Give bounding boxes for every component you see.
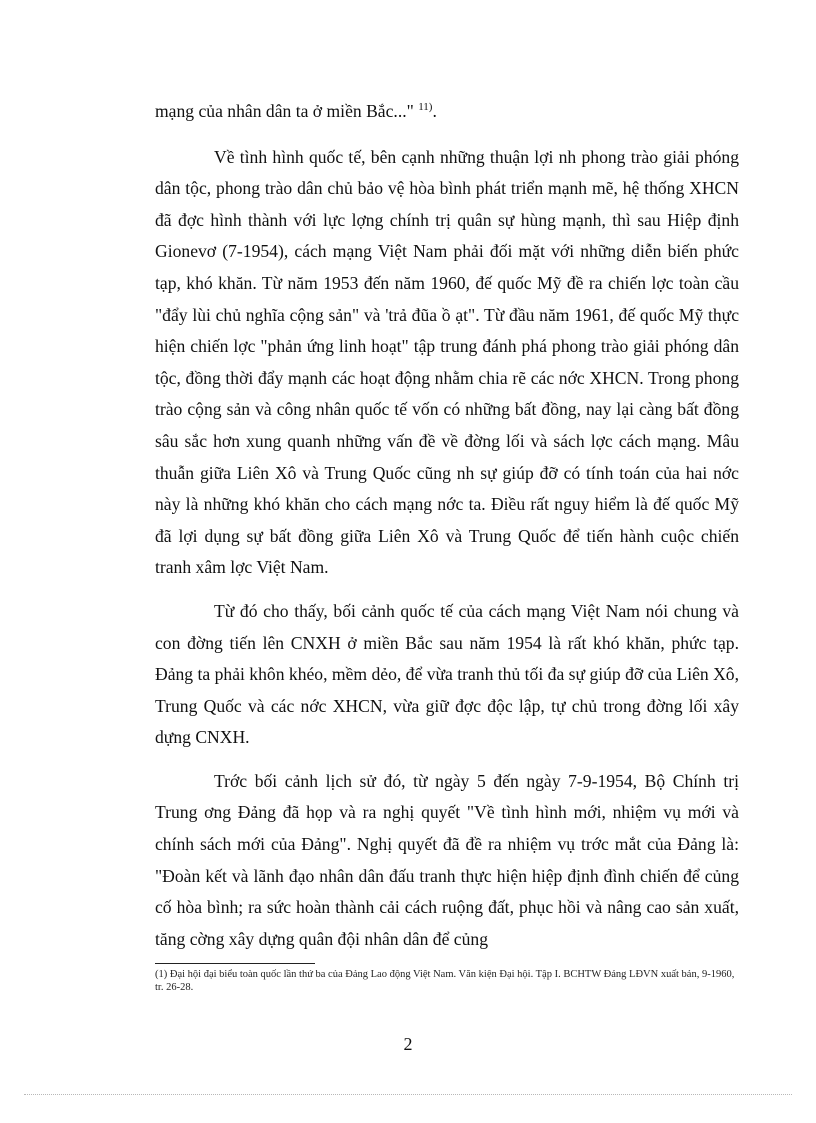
paragraph-4: Trớc bối cảnh lịch sử đó, từ ngày 5 đến ngày 7-9-1954, Bộ Chính trị Trung ơng Đảng đã họp và ra nghị quyết "Về tình hình mới, nhiệm vụ mới và chính sách mới của Đảng". Nghị quyết đã đề ra nhiệm vụ trớc mắt của Đảng là: "Đoàn kết và lãnh đạo nhân dân đấu tranh thực hiện hiệp định đình chiến để củng cố hòa bình; ra sức hoàn thành cải cách ruộng đất, phục hồi và nâng cao sản xuất, tăng cờng xây dựng quân đội nhân dân để củng bbox=[155, 770, 739, 949]
paragraph-1-end: . bbox=[432, 101, 437, 121]
footnote-reference: 11) bbox=[418, 101, 433, 114]
footnote-divider bbox=[155, 963, 315, 964]
paragraph-3: Từ đó cho thấy, bối cảnh quốc tế của cách mạng Việt Nam nói chung và con đờng tiến lên CNXH ở miền Bắc sau năm 1954 là rất khó khăn, phức tạp. Đảng ta phải khôn khéo, mềm dẻo, để vừa tranh thủ tối đa sự giúp đỡ của Liên Xô, Trung Quốc và các nớc XHCN, vừa giữ đợc độc lập, tự chủ trong đờng lối xây dựng CNXH. bbox=[155, 600, 739, 748]
page-bottom-border bbox=[24, 1094, 792, 1095]
paragraph-1-text: mạng của nhân dân ta ở miền Bắc..." bbox=[155, 101, 419, 121]
footnote: (1) Đại hội đại biểu toàn quốc lần thứ ba của Đảng Lao động Việt Nam. Văn kiện Đại hội. Tập I. BCHTW Đảng LĐVN xuất bản, 9-1960, tr. 26-28. bbox=[155, 969, 735, 993]
paragraph-2: Về tình hình quốc tế, bên cạnh những thuận lợi nh phong trào giải phóng dân tộc, phong trào dân chủ bảo vệ hòa bình phát triển mạnh mẽ, hệ thống XHCN đã đợc hình thành với lực lợng chính trị quân sự hùng mạnh, thì sau Hiệp định Gionevơ (7-1954), cách mạng Việt Nam phải đối mặt với những diễn biến phức tạp, khó khăn. Từ năm 1953 đến năm 1960, đế quốc Mỹ đề ra chiến lợc toàn cầu "đẩy lùi chủ nghĩa cộng sản" và 'trả đũa ồ ạt". Từ đầu năm 1961, đế quốc Mỹ thực hiện chiến lợc "phản ứng linh hoạt" tập trung đánh phá phong trào giải phóng dân tộc, đồng thời đẩy mạnh các hoạt động nhằm chia rẽ các nớc XHCN. Trong phong trào cộng sản và công nhân quốc tế vốn có những bất đồng, nay lại càng bất đồng sâu sắc hơn xung quanh những vấn đề về đờng lối và sách lợc cách mạng. Mâu thuẫn giữa Liên Xô và Trung Quốc cũng nh sự giúp đỡ có tính toán của hai nớc này là những khó khăn cho cách mạng nớc ta. Điều rất nguy hiểm là đế quốc Mỹ đã lợi dụng sự bất đồng giữa Liên Xô và Trung Quốc để tiến hành cuộc chiến tranh xâm lợc Việt Nam. bbox=[155, 146, 739, 578]
body-text bbox=[155, 96, 739, 967]
page-number: 2 bbox=[403, 1034, 413, 1054]
paragraph-1 bbox=[155, 96, 739, 128]
